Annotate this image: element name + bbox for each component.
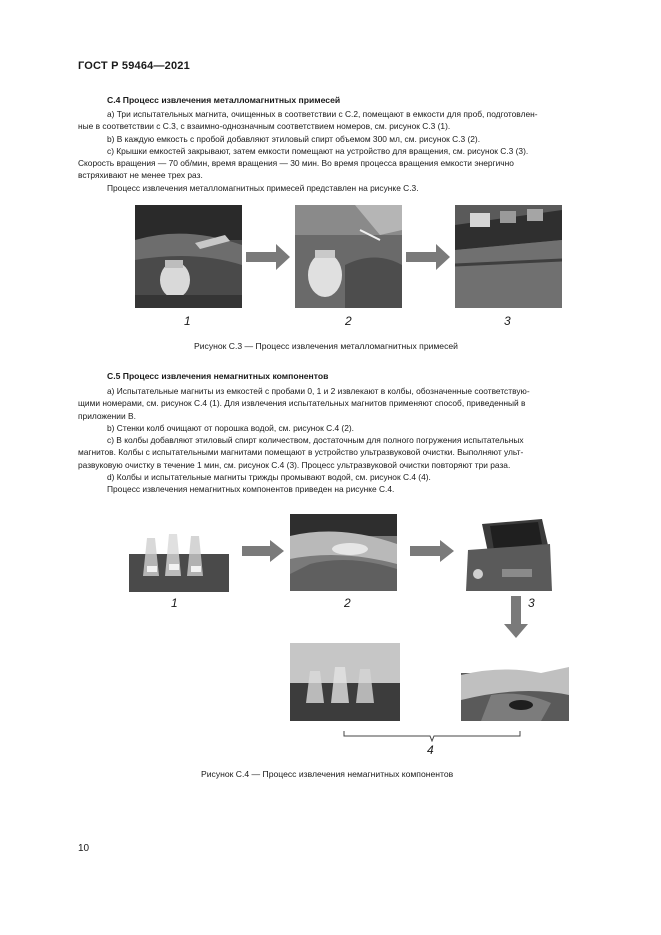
arrow-right-icon bbox=[406, 244, 450, 270]
paragraph-line: приложении В. bbox=[78, 410, 136, 421]
section-c4-text bbox=[78, 108, 584, 194]
section-c5-title: С.5 Процесс извлечения немагнитных компонентов bbox=[107, 371, 329, 381]
section-c5-text bbox=[78, 385, 584, 496]
arrow-right-icon bbox=[246, 244, 290, 270]
arrow-right-icon bbox=[410, 540, 454, 562]
photo-rinsing-hand bbox=[461, 655, 569, 721]
figure-label-3: 3 bbox=[504, 314, 511, 328]
paragraph-line: щими номерами, см. рисунок С.4 (1). Для извлечения испытательных магнитов применяют способ, приведенный в bbox=[78, 398, 526, 409]
paragraph-line: c) Крышки емкостей закрывают, затем емкости помещают на устройство для вращения, см. рисунок С.3 (3). bbox=[107, 145, 529, 156]
figure-c3-photo-2 bbox=[295, 205, 402, 308]
figure-label-1: 1 bbox=[184, 314, 191, 328]
paragraph-line: b) Стенки колб очищают от порошка водой, см. рисунок С.4 (2). bbox=[107, 422, 354, 433]
document-header: ГОСТ Р 59464—2021 bbox=[78, 60, 190, 72]
section-c4-title: С.4 Процесс извлечения металломагнитных примесей bbox=[107, 95, 341, 105]
figure-c3-caption: Рисунок С.3 — Процесс извлечения металломагнитных примесей bbox=[194, 341, 458, 351]
paragraph-line: Процесс извлечения металломагнитных примесей представлен на рисунке С.3. bbox=[107, 182, 419, 193]
photo-ultrasonic-cleaner bbox=[462, 514, 554, 591]
arrow-right-icon bbox=[242, 540, 284, 562]
figure-c4-photo-4a bbox=[290, 643, 400, 721]
paragraph-line: Процесс извлечения немагнитных компонентов приведен на рисунке С.4. bbox=[107, 484, 395, 495]
figure-c4-photo-4b bbox=[461, 655, 569, 721]
figure-label-3: 3 bbox=[528, 596, 535, 610]
photo-container-bottle bbox=[135, 205, 242, 308]
figure-c4-photo-3 bbox=[462, 514, 554, 591]
paragraph-line: d) Колбы и испытательные магниты трижды промывают водой, см. рисунок С.4 (4). bbox=[107, 472, 431, 483]
group-brace bbox=[343, 730, 521, 742]
paragraph-line: b) В каждую емкость с пробой добавляют этиловый спирт объемом 300 мл, см. рисунок С.3 (2). bbox=[107, 133, 481, 144]
figure-c4-photo-1 bbox=[129, 526, 229, 592]
arrow-down-icon bbox=[504, 596, 528, 638]
photo-flasks bbox=[129, 526, 229, 592]
figure-label-2: 2 bbox=[345, 314, 352, 328]
paragraph-line: магнитов. Колбы с испытательными магнитами помещают в устройство ультразвуковой очистки. Выполняют ульт- bbox=[78, 447, 524, 458]
figure-c3-photo-3 bbox=[455, 205, 562, 308]
figure-c4-photo-2 bbox=[290, 514, 397, 591]
paragraph-line: встряхивают не менее трех раз. bbox=[78, 170, 203, 181]
photo-rotation-device bbox=[455, 205, 562, 308]
photo-pouring-alcohol bbox=[295, 205, 402, 308]
page-number: 10 bbox=[78, 843, 90, 854]
paragraph-line: c) В колбы добавляют этиловый спирт количеством, достаточным для полного погружения испытательных bbox=[107, 435, 524, 446]
paragraph-line: а) Испытательные магниты из емкостей с пробами 0, 1 и 2 извлекают в колбы, обозначенные соответствую- bbox=[107, 386, 530, 396]
figure-label-2: 2 bbox=[344, 596, 351, 610]
paragraph-line: развуковую очистку в течение 1 мин, см. рисунок С.4 (3). Процесс ультразвуковой очистки повторяют три раза. bbox=[78, 459, 511, 470]
figure-c4-caption: Рисунок С.4 — Процесс извлечения немагнитных компонентов bbox=[201, 769, 454, 779]
paragraph-line: ные в соответствии с С.3, с взаимно-однозначным соответствием номеров, см. рисунок С.3 (1). bbox=[78, 121, 451, 132]
paragraph-line: Скорость вращения — 70 об/мин, время вращения — 30 мин. Во время процесса вращения емкости энергично bbox=[78, 158, 514, 169]
figure-label-4: 4 bbox=[427, 743, 434, 757]
paragraph-line: а) Три испытательных магнита, очищенных в соответствии с С.2, помещают в емкости для проб, подготовлен- bbox=[107, 109, 538, 119]
figure-label-1: 1 bbox=[171, 596, 178, 610]
photo-washing-flask bbox=[290, 514, 397, 591]
figure-c3-photo-1 bbox=[135, 205, 242, 308]
photo-rinsing-flasks bbox=[290, 643, 400, 721]
